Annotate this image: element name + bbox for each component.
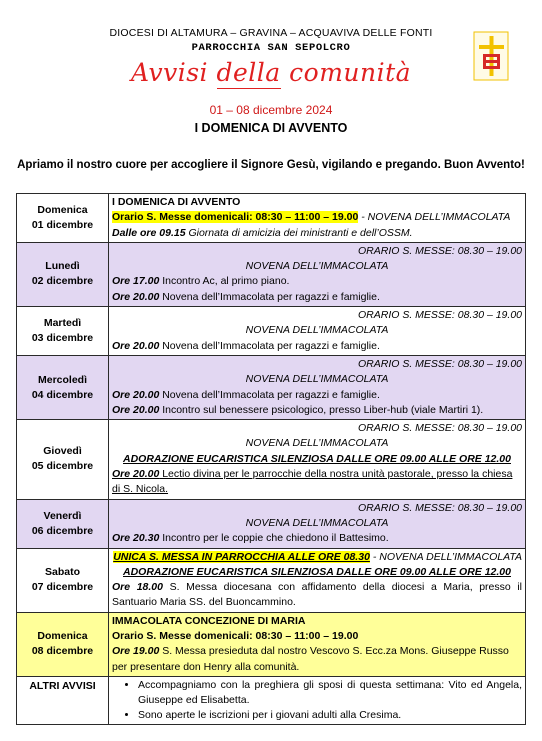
day-cell <box>17 194 109 243</box>
adoration-note: ADORAZIONE EUCARISTICA SILENZIOSA DALLE ORE 09.00 ALLE ORE 12.00 <box>123 565 511 578</box>
day-title: I DOMENICA DI AVVENTO <box>112 196 241 208</box>
unique-mass-note: UNICA S. MESSA IN PARROCCHIA ALLE ORE 08.30 <box>113 550 370 563</box>
other-notices-label: ALTRI AVVISI <box>29 679 96 692</box>
event-time: Ore 20.30 <box>112 532 160 545</box>
day-date: 07 dicembre <box>31 581 94 594</box>
day-cell <box>17 242 109 306</box>
info-cell <box>109 548 526 612</box>
info-cell <box>109 499 526 548</box>
mass-schedule: ORARIO S. MESSE: 08.30 – 19.00 <box>358 244 522 257</box>
day-name: Sabato <box>44 566 80 579</box>
day-cell <box>17 420 109 499</box>
event-time: Ore 17.00 <box>112 275 160 288</box>
adoration-note: ADORAZIONE EUCARISTICA SILENZIOSA DALLE ORE 09.00 ALLE ORE 12.00 <box>123 452 511 465</box>
novena-label: NOVENA DELL’IMMACOLATA <box>245 324 389 337</box>
novena-note: - NOVENA DELL’IMMACOLATA <box>369 550 522 563</box>
day-date: 04 dicembre <box>31 388 94 401</box>
day-cell <box>17 499 109 548</box>
event-text: Novena dell’Immacolata per ragazzi e famiglie. <box>159 290 380 303</box>
info-cell <box>109 355 526 419</box>
schedule-row-thursday <box>17 420 526 499</box>
day-date: 08 dicembre <box>31 645 94 658</box>
info-cell <box>109 307 526 356</box>
mass-schedule: ORARIO S. MESSE: 08.30 – 19.00 <box>358 357 522 370</box>
info-cell <box>109 194 526 243</box>
day-date: 03 dicembre <box>31 332 94 345</box>
schedule-row-wednesday <box>17 355 526 419</box>
event-time: Ore 19.00 <box>112 645 160 658</box>
mass-schedule: ORARIO S. MESSE: 08.30 – 19.00 <box>358 309 522 322</box>
event-text: Novena dell’Immacolata per ragazzi e famiglie. <box>159 388 380 401</box>
day-cell <box>17 676 109 724</box>
event-text: Incontro Ac, al primo piano. <box>159 275 290 288</box>
event-time: Ore 20.00 <box>112 339 160 352</box>
day-name: Giovedì <box>43 445 82 458</box>
page-title <box>0 58 542 87</box>
schedule-row-monday <box>17 242 526 306</box>
novena-label: NOVENA DELL’IMMACOLATA <box>245 516 389 529</box>
novena-note: - NOVENA DELL’IMMACOLATA <box>358 211 511 224</box>
novena-label: NOVENA DELL’IMMACOLATA <box>245 437 389 450</box>
info-cell <box>109 420 526 499</box>
mass-schedule: ORARIO S. MESSE: 08.30 – 19.00 <box>358 422 522 435</box>
event-time: Ore 20.00 <box>112 290 160 303</box>
event-text: Incontro sul benessere psicologico, presso Liber-hub (viale Martiri 1). <box>159 403 484 416</box>
mass-times: Orario S. Messe domenicali: 08:30 – 11:00 – 19.00 <box>112 211 359 224</box>
info-cell <box>109 242 526 306</box>
diocese-header: DIOCESI DI ALTAMURA – GRAVINA – ACQUAVIVA DELLE FONTI <box>109 27 433 39</box>
mass-times: Orario S. Messe domenicali: 08:30 – 11:00 – 19.00 <box>112 630 359 643</box>
day-cell <box>17 612 109 676</box>
day-name: Lunedì <box>45 260 80 273</box>
day-date: 02 dicembre <box>31 275 94 288</box>
day-name: Domenica <box>37 630 88 643</box>
schedule-table <box>16 193 526 725</box>
schedule-row-saturday <box>17 548 526 612</box>
event-time: Ore 18.00 <box>112 581 163 594</box>
event-time: Ore 20.00 <box>112 468 160 481</box>
day-name: Domenica <box>37 203 88 216</box>
liturgical-subtitle: I DOMENICA DI AVVENTO <box>194 121 348 135</box>
day-name: Venerdì <box>43 509 82 522</box>
list-item: • Accompagniamo con la preghiera gli sposi di questa settimana: Vito ed Angela, Giuseppe ed Elisabetta. <box>138 678 522 708</box>
event-text: Giornata di amicizia dei ministranti e dell’OSSM. <box>185 226 413 239</box>
parish-name: PARROCCHIA SAN SEPOLCRO <box>191 42 351 54</box>
event-text: S. Messa presieduta dal nostro Vescovo S. Ecc.za Mons. Giuseppe Russo per presentare don Henry alla comunità. <box>112 645 509 673</box>
event-time: Ore 20.00 <box>112 403 160 416</box>
notices-list <box>112 678 522 723</box>
list-item: • Sono aperte le iscrizioni per i giovani adulti alla Cresima. <box>138 708 522 723</box>
day-cell <box>17 307 109 356</box>
event-text: Lectio divina per le parrocchie della nostra unità pastorale, presso la chiesa di S. Nicola. <box>112 468 513 496</box>
novena-label: NOVENA DELL’IMMACOLATA <box>245 260 389 273</box>
day-cell <box>17 355 109 419</box>
day-date: 06 dicembre <box>31 524 94 537</box>
day-name: Martedì <box>43 317 82 330</box>
schedule-row-sunday-01 <box>17 194 526 243</box>
event-text: S. Messa diocesana con affidamento della diocesi a Maria, presso il Santuario Maria SS. del Buoncammino. <box>112 581 522 609</box>
title-comunita: comunità <box>280 58 412 87</box>
schedule-row-tuesday <box>17 307 526 356</box>
mass-schedule: ORARIO S. MESSE: 08.30 – 19.00 <box>358 501 522 514</box>
info-cell <box>109 676 526 724</box>
intro-message: Apriamo il nostro cuore per accogliere il Signore Gesù, vigilando e pregando. Buon Avvento! <box>17 159 525 171</box>
day-date: 05 dicembre <box>31 460 94 473</box>
day-name: Mercoledì <box>37 373 87 386</box>
day-cell <box>17 548 109 612</box>
event-time: Ore 20.00 <box>112 388 160 401</box>
day-date: 01 dicembre <box>31 218 94 231</box>
schedule-row-friday <box>17 499 526 548</box>
date-range: 01 – 08 dicembre 2024 <box>209 103 333 117</box>
title-avvisi: Avvisi <box>130 58 217 87</box>
schedule-row-sunday-08 <box>17 612 526 676</box>
day-title: IMMACOLATA CONCEZIONE DI MARIA <box>112 614 306 627</box>
event-text: Novena dell’Immacolata per ragazzi e famiglie. <box>159 339 380 352</box>
novena-label: NOVENA DELL’IMMACOLATA <box>245 373 389 386</box>
info-cell <box>109 612 526 676</box>
title-della: della <box>216 58 281 87</box>
schedule-row-other-notices <box>17 676 526 724</box>
event-text: Incontro per le coppie che chiedono il Battesimo. <box>159 532 389 545</box>
event-time: Dalle ore 09.15 <box>112 226 186 239</box>
